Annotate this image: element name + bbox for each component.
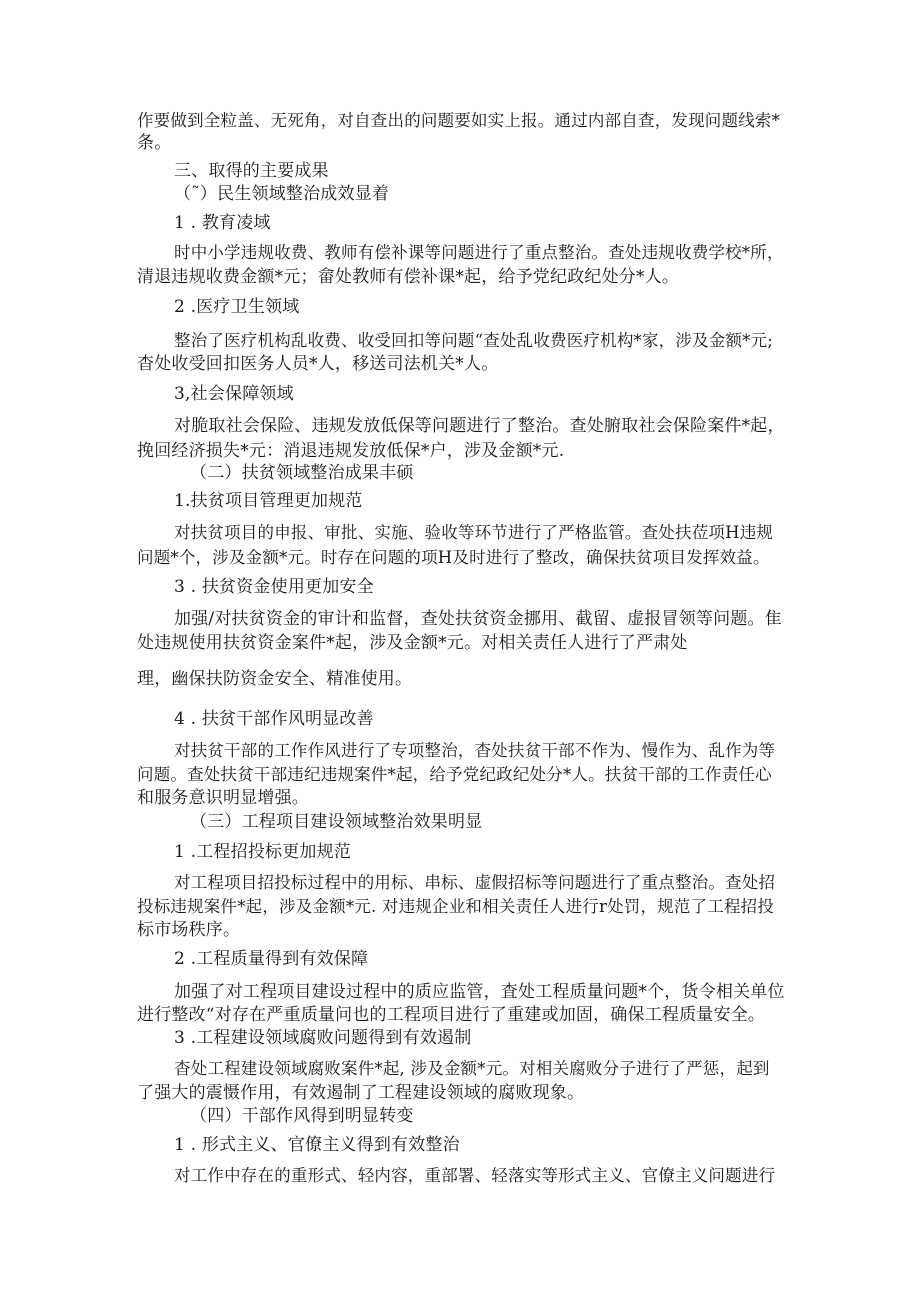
paragraph-line: 作要做到全粒盖、无死角，对自查出的问题要如实上报。通过内部自查，发现问题线索*	[137, 111, 781, 130]
item-heading: 2 .工程质量得到有效保障	[174, 949, 369, 969]
item-heading: 3,社会保障领域	[174, 384, 294, 404]
item-heading: 1 .工程招投标更加规范	[174, 842, 352, 862]
subsection-heading: （三）工程项目建设领域整治效果明显	[190, 812, 483, 832]
paragraph-line: 问题*个，涉及金额*元。时存在问题的项H及时进行了整改，确保扶贫项目发挥效益。	[137, 548, 770, 567]
item-heading: 1 . 形式主义、官僚主义得到有效整治	[174, 1135, 460, 1155]
paragraph-line: 对脆取社会保险、违规发放低保等问题进行了整治。查处腑取社会保险案件*起，	[174, 416, 785, 436]
paragraph-line: 对工程项目招投标过程中的用标、串标、虚假招标等问题进行了重点整治。查处招	[174, 873, 776, 892]
paragraph-line: 条。	[137, 133, 172, 153]
item-heading: 4 . 扶贫干部作风明显改善	[174, 709, 374, 729]
paragraph-line: 对工作中存在的重形式、轻内容，重部署、轻落实等形式主义、官僚主义问题进行	[174, 1166, 776, 1185]
paragraph-line: 加强了对工程项目建设过程中的质应监管，査处工程质量问题*个，货令相关单位	[174, 982, 785, 1002]
paragraph-line: 和服务意识明显增强。	[137, 788, 309, 808]
paragraph-line: 对扶贫项目的申报、审批、实施、验收等环节进行了严格监管。查处扶莅项H违规	[174, 523, 774, 542]
item-heading: 3 . 扶贫资金使用更加安全	[174, 577, 374, 597]
paragraph-line: 清退违规收费金额*元；畲处教师有偿补课*起，给予党纪政纪处分*人。	[137, 267, 680, 287]
subsection-heading: （˜）民生领域整治成效显着	[174, 184, 390, 204]
paragraph-line: 整治了医疗机构乱收费、收受回扣等问题“查处乱收费医疗机构*家，涉及金额*元;	[174, 331, 774, 350]
paragraph-line: 理，幽保扶防资金安全、精准使用。	[137, 669, 413, 689]
item-heading: 1.扶贫项目管理更加规范	[174, 491, 363, 511]
paragraph-line: 投标违规案件*起，涉及金额*元. 对违规企业和相关责任人进行r处罚，规范了工程招投	[137, 897, 775, 916]
subsection-heading: （二）扶贫领域整治成果丰硕	[190, 463, 414, 483]
paragraph-line: 问题。查处扶贫干部违纪违规案件*起，给予党纪政纪处分*人。扶贫干部的工作责任心	[137, 765, 772, 784]
paragraph-line: 杳处收受回扣医务人员*人，移送司法机关*人。	[137, 354, 499, 374]
paragraph-line: 处违规使用扶贫资金案件*起，涉及金额*元。对相关责任人进行了严肃处	[137, 633, 688, 653]
paragraph-line: 挽回经济损失*元：消退违规发放低保*户，涉及金额*元.	[137, 441, 565, 461]
paragraph-line: 进行整改“对存在严重质量问也的工程项目进行了重建或加固，确保工程质量安全。	[137, 1005, 766, 1025]
paragraph-line: 了强大的震慑作用，有效遏制了工程建设领域的腐败现象。	[137, 1083, 585, 1103]
paragraph-line: 时中小学违规收费、教师有偿补课等问题进行了重点整治。查处违规收费学校*所，	[174, 243, 784, 262]
item-heading: 1 . 教育凌域	[174, 213, 271, 233]
subsection-heading: （四）干部作风得到明显转变	[190, 1106, 414, 1126]
section-heading: 三、取得的主要成果	[174, 161, 329, 181]
paragraph-line: 杳处工程建设领域腐败案件*起, 涉及金额*元。对相关腐败分子进行了严惩，起到	[174, 1059, 770, 1078]
paragraph-line: 对扶贫干部的工作作风进行了专项整治，杳处扶贫干部不作为、慢作为、乱作为等	[174, 741, 776, 760]
item-heading: 2 .医疗卫生领域	[174, 297, 300, 317]
paragraph-line: 标市场秩序。	[137, 920, 241, 940]
item-heading: 3 .工程建设领域腐败问题得到有效遏制	[174, 1028, 472, 1048]
paragraph-line: 加强/对扶贫资金的审计和监督，查处扶贫资金挪用、截留、虚报冒领等问题。隹	[174, 609, 782, 629]
